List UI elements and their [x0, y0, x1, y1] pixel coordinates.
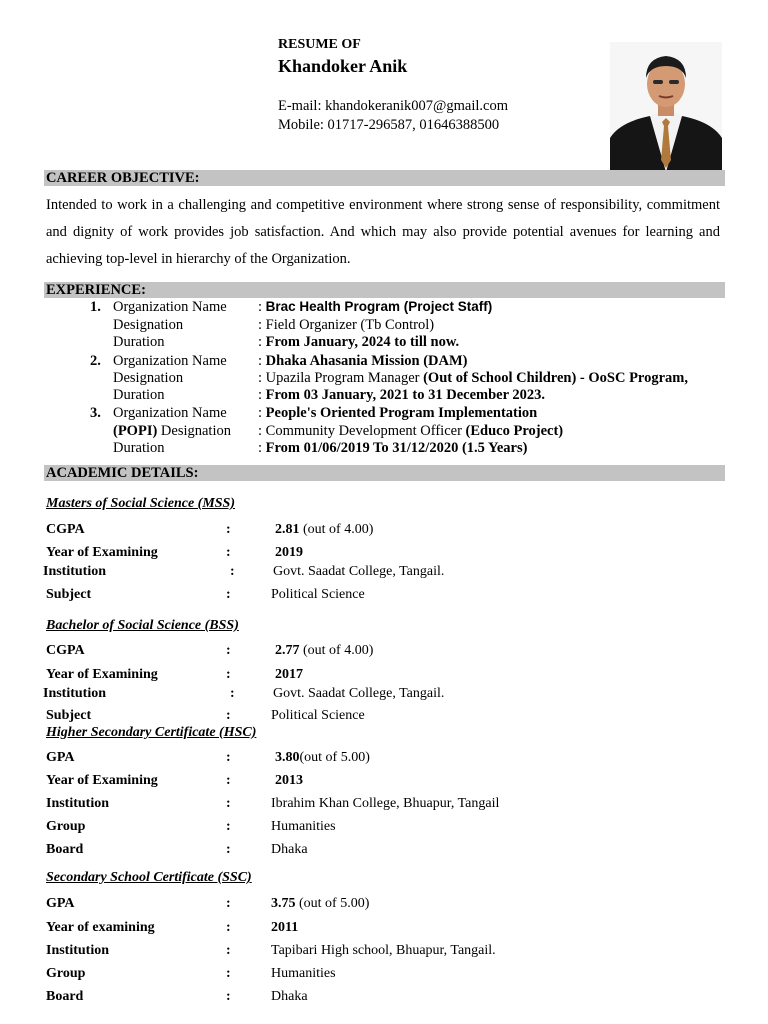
exp-1-org-label: Organization Name — [113, 299, 227, 315]
ssc-gpa-colon: : — [226, 896, 231, 911]
bss-subject-label: Subject — [46, 708, 92, 723]
mss-year-label: Year of Examining — [46, 545, 158, 560]
mss-year-colon: : — [226, 545, 231, 560]
person-portrait-icon — [610, 42, 722, 172]
experience-heading: EXPERIENCE: — [44, 282, 725, 298]
exp-1-number: 1. — [90, 299, 101, 315]
hsc-title: Higher Secondary Certificate (HSC) — [46, 725, 257, 740]
mobile-line: Mobile: 01717-296587, 01646388500 — [278, 117, 500, 133]
resume-of-label: RESUME OF — [278, 37, 361, 52]
email-line: E-mail: khandokeranik007@gmail.com — [278, 98, 508, 114]
bss-institution-value: Govt. Saadat College, Tangail. — [273, 686, 445, 701]
ssc-board-colon: : — [226, 989, 231, 1004]
exp-1-duration-label: Duration — [113, 334, 165, 350]
mss-cgpa-scale: (out of 4.00) — [303, 522, 374, 537]
bss-cgpa-colon: : — [226, 643, 231, 658]
mss-institution-colon: : — [230, 564, 235, 579]
bss-cgpa-value — [275, 643, 373, 659]
mss-subject-colon: : — [226, 587, 231, 602]
exp-2-duration-label: Duration — [113, 387, 165, 403]
exp-3-designation-label-text: Designation — [160, 423, 231, 439]
bss-cgpa-number: 2.77 — [275, 643, 300, 658]
mss-subject-value: Political Science — [271, 587, 365, 602]
bss-year-colon: : — [226, 667, 231, 682]
hsc-institution-colon: : — [226, 796, 231, 811]
exp-3-org-name: People's Oriented Program Implementation — [265, 405, 538, 421]
bss-subject-value: Political Science — [271, 708, 365, 723]
ssc-gpa-label: GPA — [46, 896, 75, 911]
exp-1-duration: From January, 2024 to till now. — [265, 334, 460, 350]
objective-heading-word: OBJECTIVE: — [110, 170, 200, 186]
ssc-group-value: Humanities — [271, 966, 336, 981]
hsc-board-colon: : — [226, 842, 231, 857]
hsc-group-value: Humanities — [271, 819, 336, 834]
candidate-name: Khandoker Anik — [278, 56, 408, 76]
hsc-year-value: 2013 — [275, 773, 303, 788]
mss-title: Masters of Social Science (MSS) — [46, 496, 235, 511]
bss-year-value: 2017 — [275, 667, 303, 682]
ssc-year-colon: : — [226, 920, 231, 935]
mss-cgpa-colon: : — [226, 522, 231, 537]
exp-3-designation-bold: (Educo Project) — [465, 423, 564, 439]
career-objective-text: Intended to work in a challenging and competitive environment where strong sense of responsibility, commitment and dignity of work provides job satisfaction. And which may also provide potential avenues for learning and achieving top-level in hierarchy of the Organization. — [46, 197, 720, 267]
ssc-institution-value: Tapibari High school, Bhuapur, Tangail. — [271, 943, 496, 958]
hsc-group-label: Group — [46, 819, 86, 834]
hsc-institution-value: Ibrahim Khan College, Bhuapur, Tangail — [271, 796, 500, 811]
ssc-institution-label: Institution — [46, 943, 110, 958]
bss-cgpa-label: CGPA — [46, 643, 85, 658]
exp-2-designation-value: : Upazila Program Manager (Out of School Children) - OoSC Program, — [258, 370, 688, 386]
exp-1-duration-value: : From January, 2024 to till now. — [258, 334, 460, 350]
mss-institution-label: Institution — [43, 564, 107, 579]
exp-1-designation-label: Designation — [113, 317, 184, 333]
exp-2-org-name: Dhaka Ahasania Mission (DAM) — [265, 353, 468, 369]
hsc-group-colon: : — [226, 819, 231, 834]
hsc-year-label: Year of Examining — [46, 773, 158, 788]
ssc-gpa-number: 3.75 — [271, 896, 296, 911]
mss-year-value: 2019 — [275, 545, 303, 560]
exp-2-designation-bold: (Out of School Children) - OoSC Program, — [423, 370, 688, 386]
exp-2-duration: From 03 January, 2021 to 31 December 2023. — [265, 387, 546, 403]
mss-institution-value: Govt. Saadat College, Tangail. — [273, 564, 445, 579]
mss-cgpa-value — [275, 522, 373, 538]
exp-2-designation-plain: Upazila Program Manager — [265, 370, 420, 386]
profile-photo — [610, 42, 722, 172]
hsc-year-colon: : — [226, 773, 231, 788]
bss-institution-label: Institution — [43, 686, 107, 701]
mss-cgpa-number: 2.81 — [275, 522, 300, 537]
bss-subject-colon: : — [226, 708, 231, 723]
academic-details-heading: ACADEMIC DETAILS: — [44, 465, 725, 481]
hsc-gpa-number: 3.80 — [275, 750, 300, 765]
hsc-gpa-value — [275, 750, 370, 766]
exp-3-designation-label — [113, 423, 231, 440]
exp-3-designation-plain: Community Development Officer — [265, 423, 462, 439]
ssc-year-value: 2011 — [271, 920, 299, 935]
exp-3-org-suffix: (POPI) — [113, 423, 158, 439]
exp-3-duration-label: Duration — [113, 440, 165, 456]
exp-3-duration-value: : From 01/06/2019 To 31/12/2020 (1.5 Years) — [258, 440, 528, 456]
exp-3-org-label: Organization Name — [113, 405, 227, 421]
ssc-institution-colon: : — [226, 943, 231, 958]
hsc-board-value: Dhaka — [271, 842, 308, 857]
ssc-board-value: Dhaka — [271, 989, 308, 1004]
exp-1-org-name: Brac Health Program (Project Staff) — [265, 299, 493, 314]
exp-2-duration-value: : From 03 January, 2021 to 31 December 2023. — [258, 387, 546, 403]
exp-2-designation-label: Designation — [113, 370, 184, 386]
bss-year-label: Year of Examining — [46, 667, 158, 682]
exp-2-org-label: Organization Name — [113, 353, 227, 369]
bss-title: Bachelor of Social Science (BSS) — [46, 618, 239, 633]
bss-institution-colon: : — [230, 686, 235, 701]
ssc-year-label: Year of examining — [46, 920, 155, 935]
exp-1-org-value: : Brac Health Program (Project Staff) — [258, 299, 493, 315]
career-heading-word: CAREER — [46, 170, 108, 186]
hsc-gpa-scale: (out of 5.00) — [299, 750, 370, 765]
exp-3-duration: From 01/06/2019 To 31/12/2020 (1.5 Years) — [265, 440, 528, 456]
ssc-gpa-value — [271, 896, 369, 912]
hsc-board-label: Board — [46, 842, 84, 857]
mss-subject-label: Subject — [46, 587, 92, 602]
exp-3-org-value: : People's Oriented Program Implementation — [258, 405, 538, 421]
exp-1-designation-value: : Field Organizer (Tb Control) — [258, 317, 435, 333]
hsc-gpa-colon: : — [226, 750, 231, 765]
ssc-group-label: Group — [46, 966, 86, 981]
mss-cgpa-label: CGPA — [46, 522, 85, 537]
exp-3-number: 3. — [90, 405, 101, 421]
exp-3-designation-value: : Community Development Officer (Educo Project) — [258, 423, 564, 439]
ssc-title: Secondary School Certificate (SSC) — [46, 870, 252, 885]
career-objective-heading — [44, 170, 725, 186]
bss-cgpa-scale: (out of 4.00) — [303, 643, 374, 658]
hsc-gpa-label: GPA — [46, 750, 75, 765]
exp-2-number: 2. — [90, 353, 101, 369]
hsc-institution-label: Institution — [46, 796, 110, 811]
exp-2-org-value: : Dhaka Ahasania Mission (DAM) — [258, 353, 468, 369]
ssc-board-label: Board — [46, 989, 84, 1004]
ssc-gpa-scale: (out of 5.00) — [299, 896, 370, 911]
exp-1-designation: Field Organizer (Tb Control) — [265, 317, 435, 333]
ssc-group-colon: : — [226, 966, 231, 981]
